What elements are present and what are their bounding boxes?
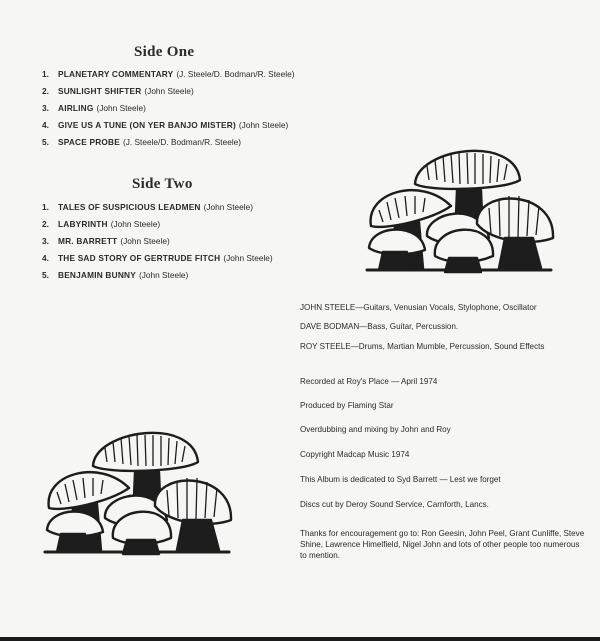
track-item: 3. MR. BARRETT (John Steele) <box>42 236 170 246</box>
thanks-note: Thanks for encouragement go to: Ron Geesin, John Peel, Grant Cunliffe, Steve Shine, Lawrence Himelfield, Nigel John and lots of other people too numerous to mention. <box>300 529 585 560</box>
track-title: SUNLIGHT SHIFTER <box>58 86 142 96</box>
track-title: MR. BARRETT <box>58 236 118 246</box>
disc-cutting-note: Discs cut by Deroy Sound Service, Carnforth, Lancs. <box>300 500 489 509</box>
track-title: PLANETARY COMMENTARY <box>58 69 174 79</box>
track-item: 2. LABYRINTH (John Steele) <box>42 219 161 229</box>
track-credit: (John Steele) <box>238 120 289 130</box>
track-title: BENJAMIN BUNNY <box>58 270 136 280</box>
track-item: 5. SPACE PROBE (J. Steele/D. Bodman/R. Steele) <box>42 137 242 147</box>
track-title: AIRLING <box>58 103 94 113</box>
mushroom-cluster-illustration <box>43 420 235 556</box>
track-item: 4. GIVE US A TUNE (ON YER BANJO MISTER) (John Steele) <box>42 120 289 130</box>
track-credit: (John Steele) <box>110 219 161 229</box>
copyright-note: Copyright Madcap Music 1974 <box>300 450 410 459</box>
track-item: 1. TALES OF SUSPICIOUS LEADMEN (John Steele) <box>42 202 253 212</box>
track-title: LABYRINTH <box>58 219 108 229</box>
personnel-line: JOHN STEELE—Guitars, Venusian Vocals, Stylophone, Oscillator <box>300 303 537 312</box>
mushroom-cluster-illustration <box>365 138 557 274</box>
track-title: GIVE US A TUNE (ON YER BANJO MISTER) <box>58 120 236 130</box>
track-item: 2. SUNLIGHT SHIFTER (John Steele) <box>42 86 194 96</box>
track-credit: (John Steele) <box>96 103 146 113</box>
track-credit: (J. Steele/D. Bodman/R. Steele) <box>122 137 242 147</box>
side-one-heading: Side One <box>134 44 195 60</box>
track-credit: (John Steele) <box>203 202 253 212</box>
side-two-heading: Side Two <box>132 176 193 192</box>
track-item: 5. BENJAMIN BUNNY (John Steele) <box>42 270 189 280</box>
scan-bottom-edge <box>0 637 600 641</box>
track-title: TALES OF SUSPICIOUS LEADMEN <box>58 202 201 212</box>
producer-note: Produced by Flaming Star <box>300 401 394 410</box>
side-two-track-list <box>42 199 273 284</box>
track-credit: (John Steele) <box>138 270 189 280</box>
track-item: 3. AIRLING (John Steele) <box>42 103 146 113</box>
personnel-line: ROY STEELE—Drums, Martian Mumble, Percussion, Sound Effects <box>300 342 545 351</box>
track-credit: (John Steele) <box>120 236 170 246</box>
track-credit: (John Steele) <box>144 86 194 96</box>
dedication-note: This Album is dedicated to Syd Barrett — Lest we forget <box>300 475 501 484</box>
track-item: 4. THE SAD STORY OF GERTRUDE FITCH (John Steele) <box>42 253 273 263</box>
overdubbing-note: Overdubbing and mixing by John and Roy <box>300 425 451 434</box>
side-one-track-list <box>42 66 294 151</box>
personnel-line: DAVE BODMAN—Bass, Guitar, Percussion. <box>300 322 459 331</box>
track-item: 1. PLANETARY COMMENTARY (J. Steele/D. Bodman/R. Steele) <box>42 69 295 79</box>
track-credit: (John Steele) <box>223 253 273 263</box>
track-credit: (J. Steele/D. Bodman/R. Steele) <box>176 69 295 79</box>
track-title: THE SAD STORY OF GERTRUDE FITCH <box>58 253 221 263</box>
recorded-note: Recorded at Roy's Place — April 1974 <box>300 377 438 386</box>
track-title: SPACE PROBE <box>58 137 120 147</box>
